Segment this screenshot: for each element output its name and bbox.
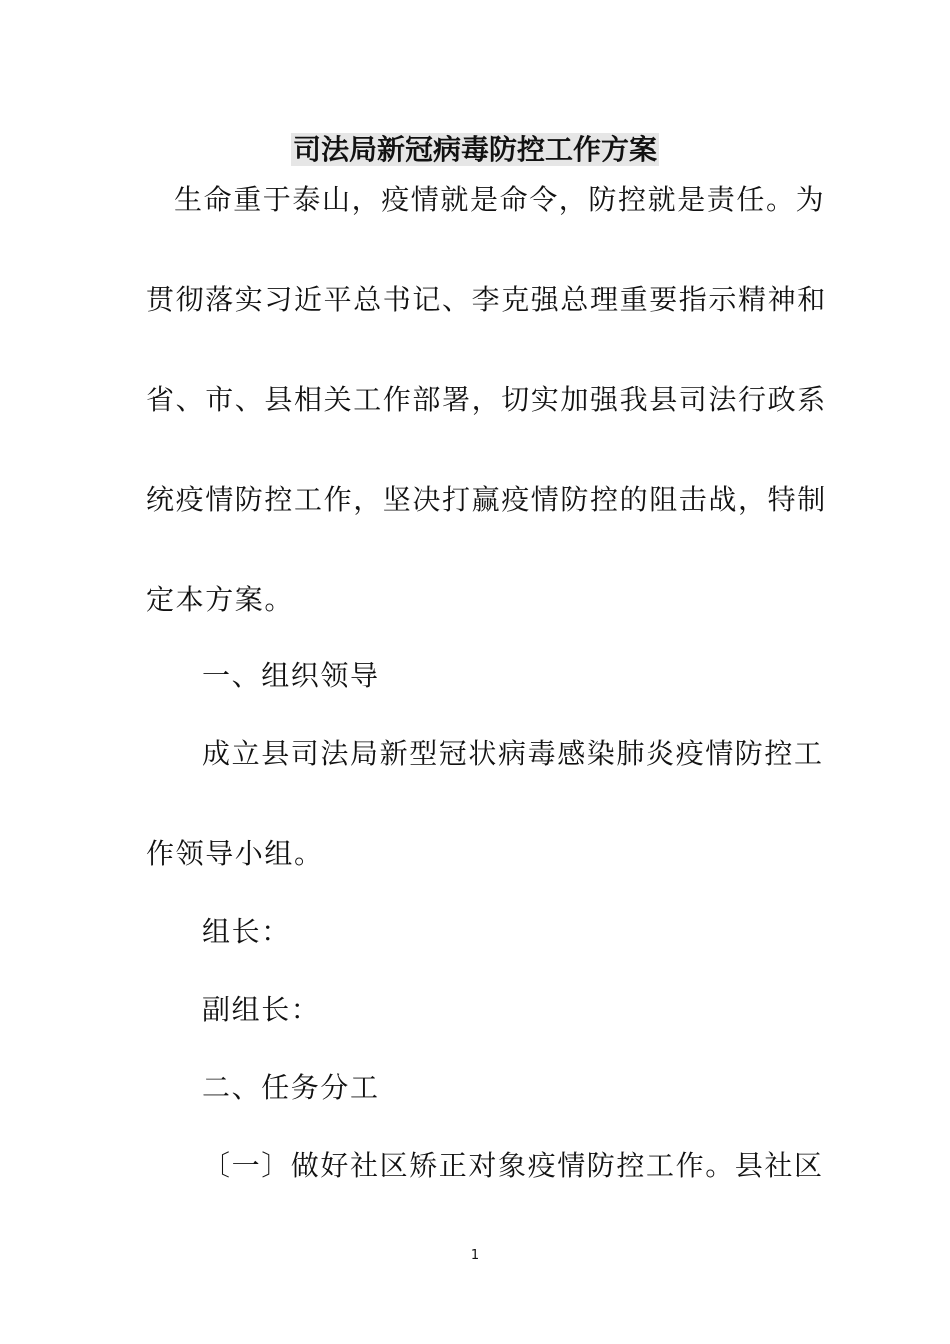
deputy-leader-label: 副组长： (202, 993, 321, 1026)
paragraph-line: 贯彻落实习近平总书记、李克强总理重要指示精神和 (146, 283, 827, 316)
title-text: 司法局新冠病毒防控工作方案 (292, 133, 657, 166)
paragraph-line: 作领导小组。 (146, 837, 324, 870)
paragraph-line: 定本方案。 (146, 583, 295, 616)
paragraph-line: 省、市、县相关工作部署，切实加强我县司法行政系 (146, 383, 827, 416)
paragraph-line: 生命重于泰山，疫情就是命令，防控就是责任。为 (174, 183, 826, 216)
section-heading: 二、任务分工 (202, 1071, 380, 1104)
page-number: 1 (470, 1248, 480, 1263)
leader-label: 组长： (202, 915, 291, 948)
section-heading: 一、组织领导 (202, 659, 380, 692)
document-title (0, 128, 950, 172)
paragraph-line: 统疫情防控工作，坚决打赢疫情防控的阻击战，特制 (146, 483, 827, 516)
paragraph-line: 〔一〕做好社区矫正对象疫情防控工作。县社区 (202, 1149, 824, 1182)
paragraph-line: 成立县司法局新型冠状病毒感染肺炎疫情防控工 (202, 737, 824, 770)
